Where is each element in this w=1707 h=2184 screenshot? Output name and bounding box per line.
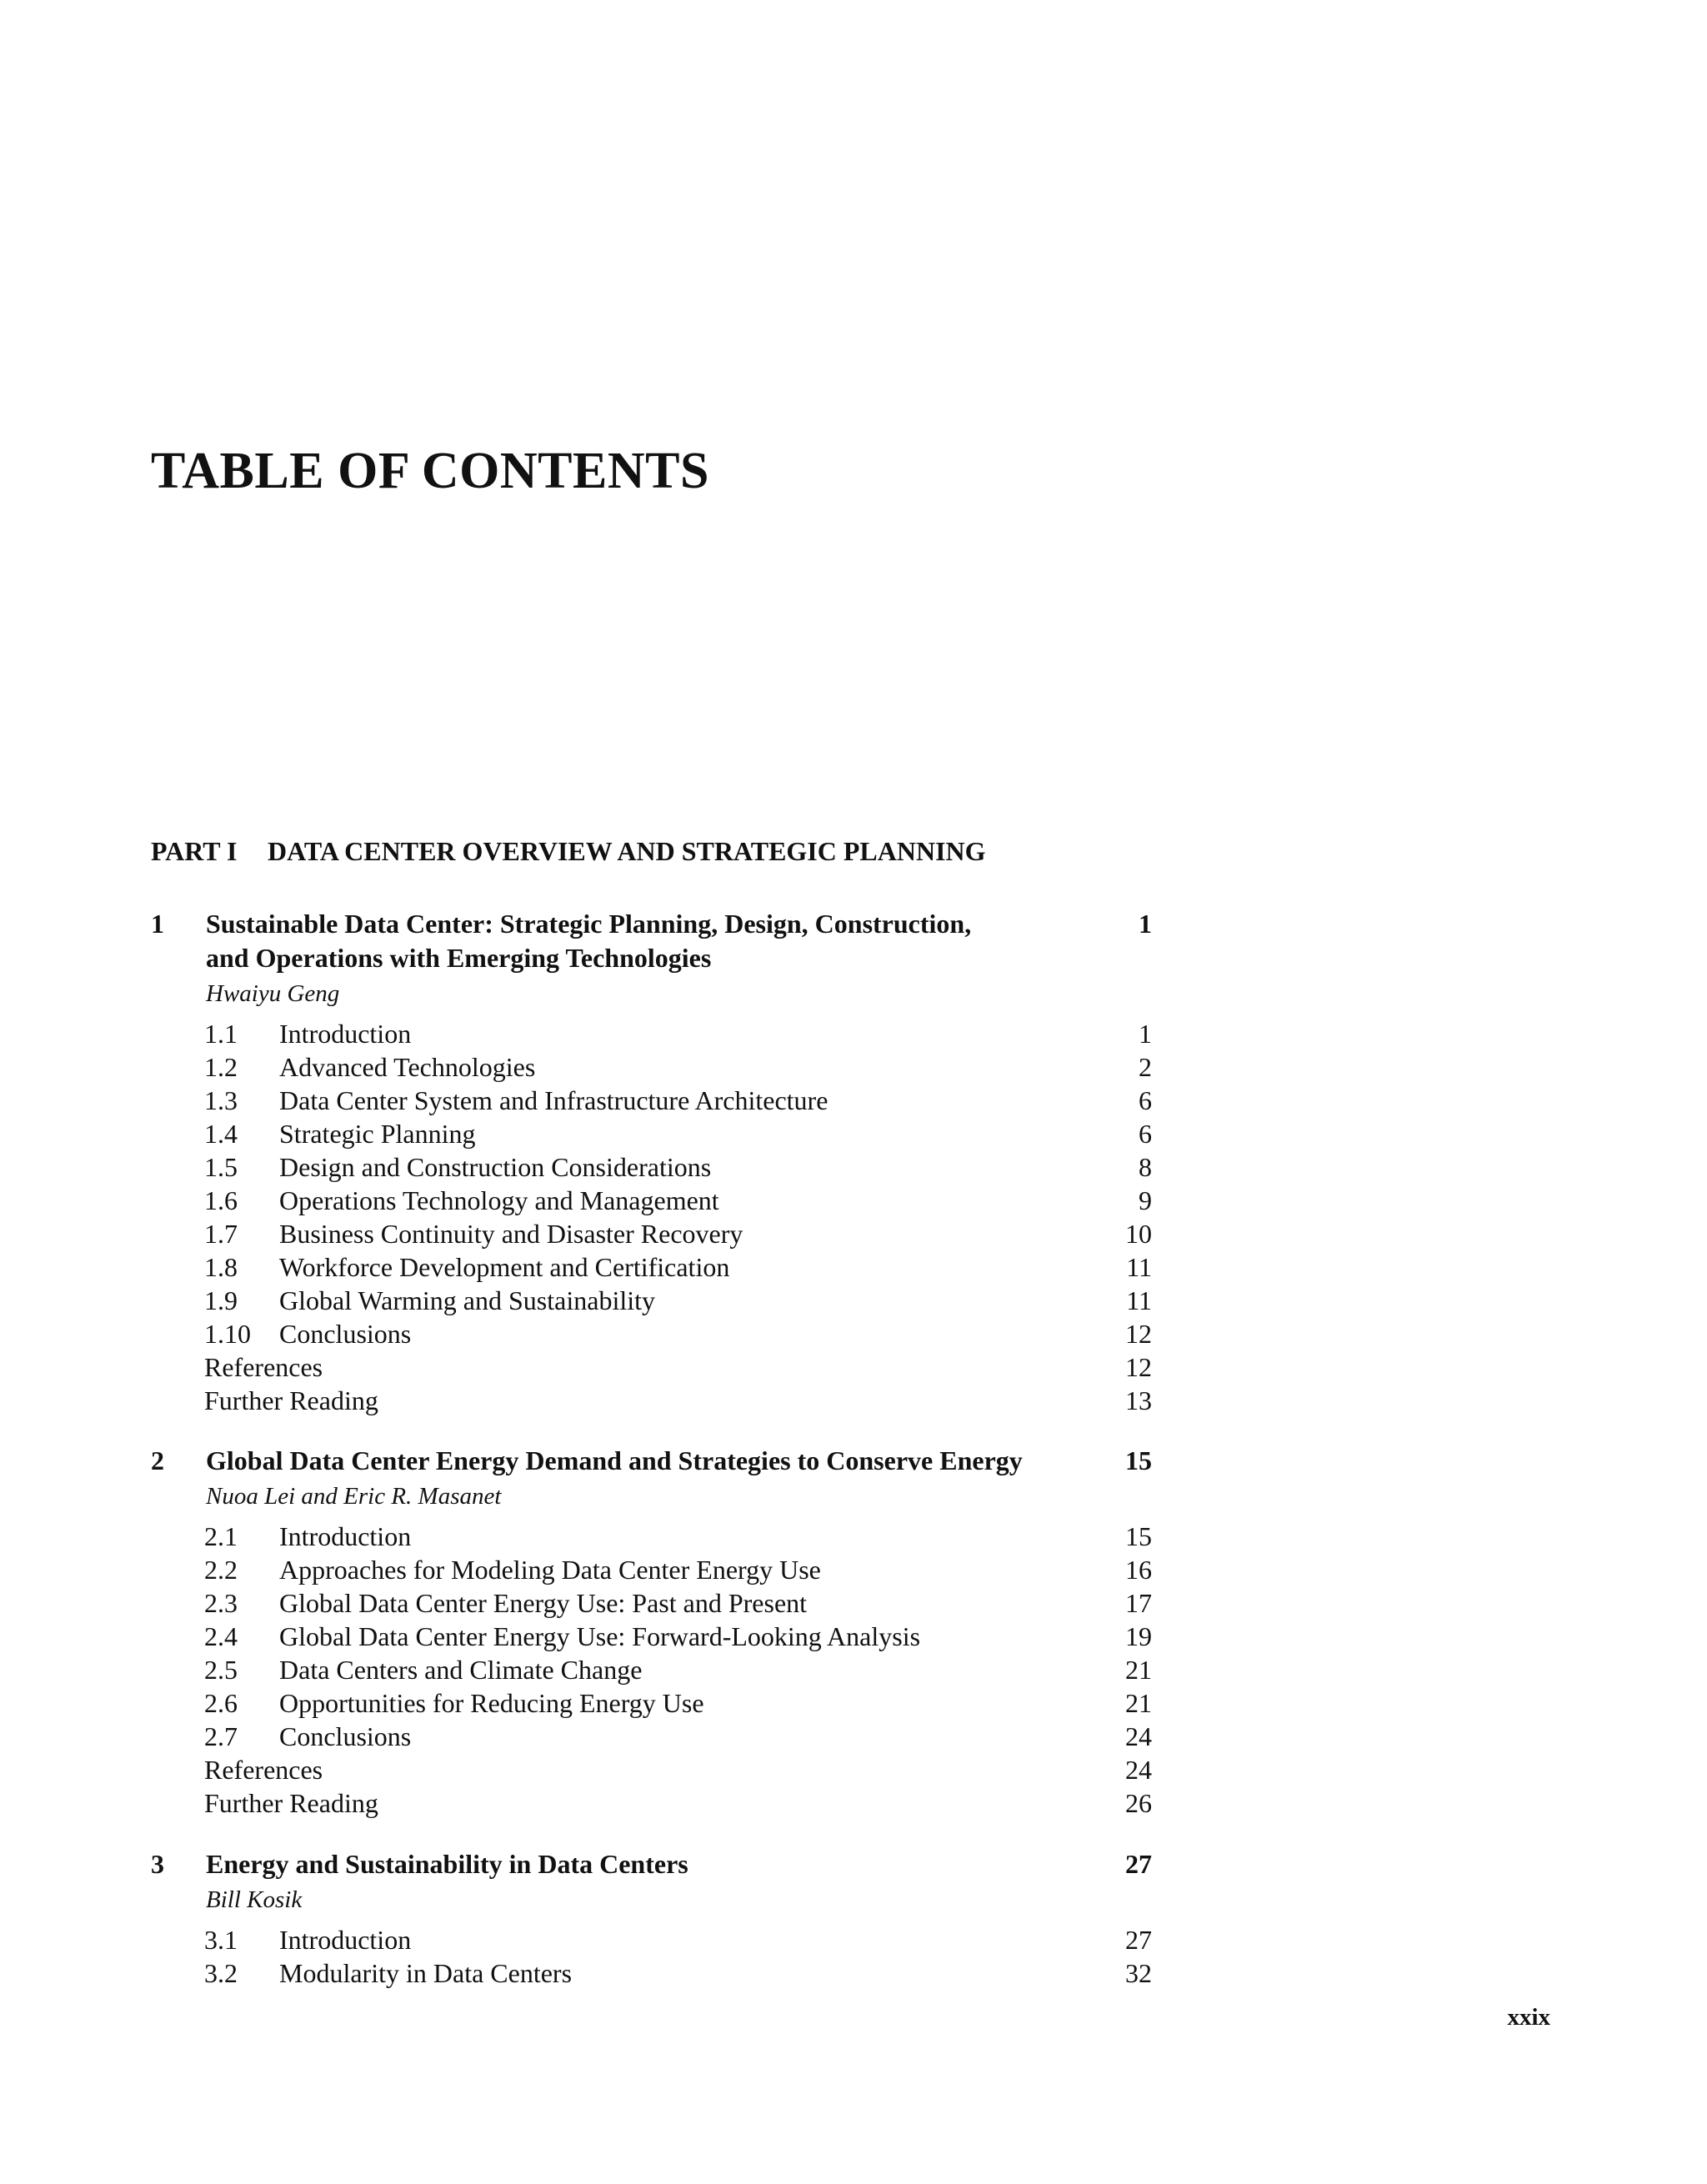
toc-entry[interactable] xyxy=(204,1250,1152,1284)
section-number: 2.2 xyxy=(204,1555,238,1585)
section-page-number: 26 xyxy=(1125,1788,1152,1818)
section-title: References xyxy=(204,1755,323,1785)
section-title: Data Center System and Infrastructure Architecture xyxy=(279,1085,828,1115)
section-title: Business Continuity and Disaster Recovery xyxy=(279,1219,743,1249)
toc-entry[interactable] xyxy=(204,1384,1152,1417)
section-page-number: 11 xyxy=(1126,1285,1152,1315)
toc-entry[interactable] xyxy=(204,1184,1152,1217)
chapter-author: Hwaiyu Geng xyxy=(206,980,340,1007)
page-title: TABLE OF CONTENTS xyxy=(151,443,709,499)
section-title: Global Warming and Sustainability xyxy=(279,1285,655,1315)
section-page-number: 32 xyxy=(1125,1958,1152,1988)
section-number: 1.5 xyxy=(204,1152,238,1182)
section-number: 1.4 xyxy=(204,1119,238,1149)
chapter-page-number: 1 xyxy=(1139,909,1152,939)
toc-entry[interactable] xyxy=(204,1317,1152,1350)
toc-entry[interactable] xyxy=(204,1084,1152,1117)
section-number: 1.9 xyxy=(204,1285,238,1315)
section-page-number: 6 xyxy=(1139,1119,1152,1149)
section-title: Introduction xyxy=(279,1925,412,1955)
chapter-1 xyxy=(151,907,1152,1417)
section-number: 1.7 xyxy=(204,1219,238,1249)
section-page-number: 27 xyxy=(1125,1925,1152,1955)
toc-entry[interactable] xyxy=(204,1117,1152,1150)
toc-entry[interactable] xyxy=(204,1217,1152,1250)
chapter-author: Nuoa Lei and Eric R. Masanet xyxy=(206,1483,502,1510)
toc-entry[interactable] xyxy=(204,1620,1152,1653)
toc-entry[interactable] xyxy=(204,1520,1152,1553)
section-title: Workforce Development and Certification xyxy=(279,1252,730,1282)
toc-entry[interactable] xyxy=(204,1350,1152,1384)
toc-entry[interactable] xyxy=(204,1653,1152,1686)
toc-entry[interactable] xyxy=(204,1017,1152,1050)
section-number: 2.1 xyxy=(204,1521,238,1551)
part-title: DATA CENTER OVERVIEW AND STRATEGIC PLANNING xyxy=(268,836,986,866)
section-page-number: 16 xyxy=(1125,1555,1152,1585)
section-page-number: 11 xyxy=(1126,1252,1152,1282)
section-page-number: 2 xyxy=(1139,1052,1152,1082)
section-number: 2.7 xyxy=(204,1721,238,1751)
chapter-title-line: Global Data Center Energy Demand and Strategies to Conserve Energy xyxy=(206,1445,1023,1475)
section-number: 3.2 xyxy=(204,1958,238,1988)
chapter-3 xyxy=(151,1847,1152,1990)
section-title: Data Centers and Climate Change xyxy=(279,1655,643,1685)
section-number: 1.3 xyxy=(204,1085,238,1115)
section-page-number: 15 xyxy=(1125,1521,1152,1551)
section-title: Further Reading xyxy=(204,1385,378,1415)
section-title: References xyxy=(204,1352,323,1382)
toc-entry[interactable] xyxy=(204,1956,1152,1990)
toc-entry[interactable] xyxy=(204,1753,1152,1786)
section-title: Introduction xyxy=(279,1019,412,1049)
toc-entry[interactable] xyxy=(204,1284,1152,1317)
section-page-number: 17 xyxy=(1125,1588,1152,1618)
section-title: Introduction xyxy=(279,1521,412,1551)
section-page-number: 8 xyxy=(1139,1152,1152,1182)
section-number: 3.1 xyxy=(204,1925,238,1955)
section-page-number: 21 xyxy=(1125,1655,1152,1685)
section-page-number: 24 xyxy=(1125,1721,1152,1751)
section-number: 2.5 xyxy=(204,1655,238,1685)
chapter-page-number: 27 xyxy=(1125,1849,1152,1879)
chapter-number: 2 xyxy=(151,1445,164,1475)
section-title: Design and Construction Considerations xyxy=(279,1152,712,1182)
chapter-heading[interactable] xyxy=(151,1847,1152,1881)
toc-entry[interactable] xyxy=(204,1586,1152,1620)
section-page-number: 24 xyxy=(1125,1755,1152,1785)
chapter-title-line: Energy and Sustainability in Data Centers xyxy=(206,1849,688,1879)
section-title: Operations Technology and Management xyxy=(279,1185,719,1215)
toc-entry[interactable] xyxy=(204,1150,1152,1184)
chapter-title xyxy=(206,1444,1102,1478)
section-page-number: 12 xyxy=(1125,1319,1152,1349)
section-title: Further Reading xyxy=(204,1788,378,1818)
toc-entry[interactable] xyxy=(204,1786,1152,1820)
page-number-folio: xxix xyxy=(1507,2004,1550,2031)
section-number: 2.6 xyxy=(204,1688,238,1718)
chapter-2 xyxy=(151,1444,1152,1820)
section-number: 2.3 xyxy=(204,1588,238,1618)
toc-entry[interactable] xyxy=(204,1923,1152,1956)
section-page-number: 19 xyxy=(1125,1621,1152,1651)
section-page-number: 21 xyxy=(1125,1688,1152,1718)
section-number: 1.2 xyxy=(204,1052,238,1082)
section-title: Global Data Center Energy Use: Past and Present xyxy=(279,1588,808,1618)
section-page-number: 10 xyxy=(1125,1219,1152,1249)
chapter-author: Bill Kosik xyxy=(206,1886,303,1913)
toc-entry[interactable] xyxy=(204,1050,1152,1084)
section-number: 1.1 xyxy=(204,1019,238,1049)
section-title: Advanced Technologies xyxy=(279,1052,536,1082)
chapter-title-line: and Operations with Emerging Technologies xyxy=(206,943,712,973)
chapter-title xyxy=(206,1847,1102,1881)
part-heading xyxy=(151,836,986,867)
section-title: Conclusions xyxy=(279,1721,412,1751)
section-number: 1.8 xyxy=(204,1252,238,1282)
toc-entry[interactable] xyxy=(204,1686,1152,1720)
section-number: 2.4 xyxy=(204,1621,238,1651)
part-label: PART I xyxy=(151,836,238,866)
section-page-number: 1 xyxy=(1139,1019,1152,1049)
chapter-heading[interactable] xyxy=(151,907,1152,975)
toc-entry[interactable] xyxy=(204,1553,1152,1586)
section-title: Global Data Center Energy Use: Forward-Looking Analysis xyxy=(279,1621,921,1651)
section-title: Opportunities for Reducing Energy Use xyxy=(279,1688,704,1718)
section-title: Strategic Planning xyxy=(279,1119,476,1149)
section-number: 1.6 xyxy=(204,1185,238,1215)
toc-entry[interactable] xyxy=(204,1720,1152,1753)
section-title: Approaches for Modeling Data Center Energy Use xyxy=(279,1555,821,1585)
section-number: 1.10 xyxy=(204,1319,251,1349)
chapter-number: 1 xyxy=(151,909,164,939)
chapter-title-line: Sustainable Data Center: Strategic Planning, Design, Construction, xyxy=(206,909,972,939)
section-title: Conclusions xyxy=(279,1319,412,1349)
section-title: Modularity in Data Centers xyxy=(279,1958,573,1988)
section-page-number: 6 xyxy=(1139,1085,1152,1115)
section-page-number: 13 xyxy=(1125,1385,1152,1415)
chapter-title xyxy=(206,907,1102,975)
section-page-number: 9 xyxy=(1139,1185,1152,1215)
chapter-page-number: 15 xyxy=(1125,1445,1152,1475)
section-page-number: 12 xyxy=(1125,1352,1152,1382)
chapter-number: 3 xyxy=(151,1849,164,1879)
chapter-heading[interactable] xyxy=(151,1444,1152,1478)
